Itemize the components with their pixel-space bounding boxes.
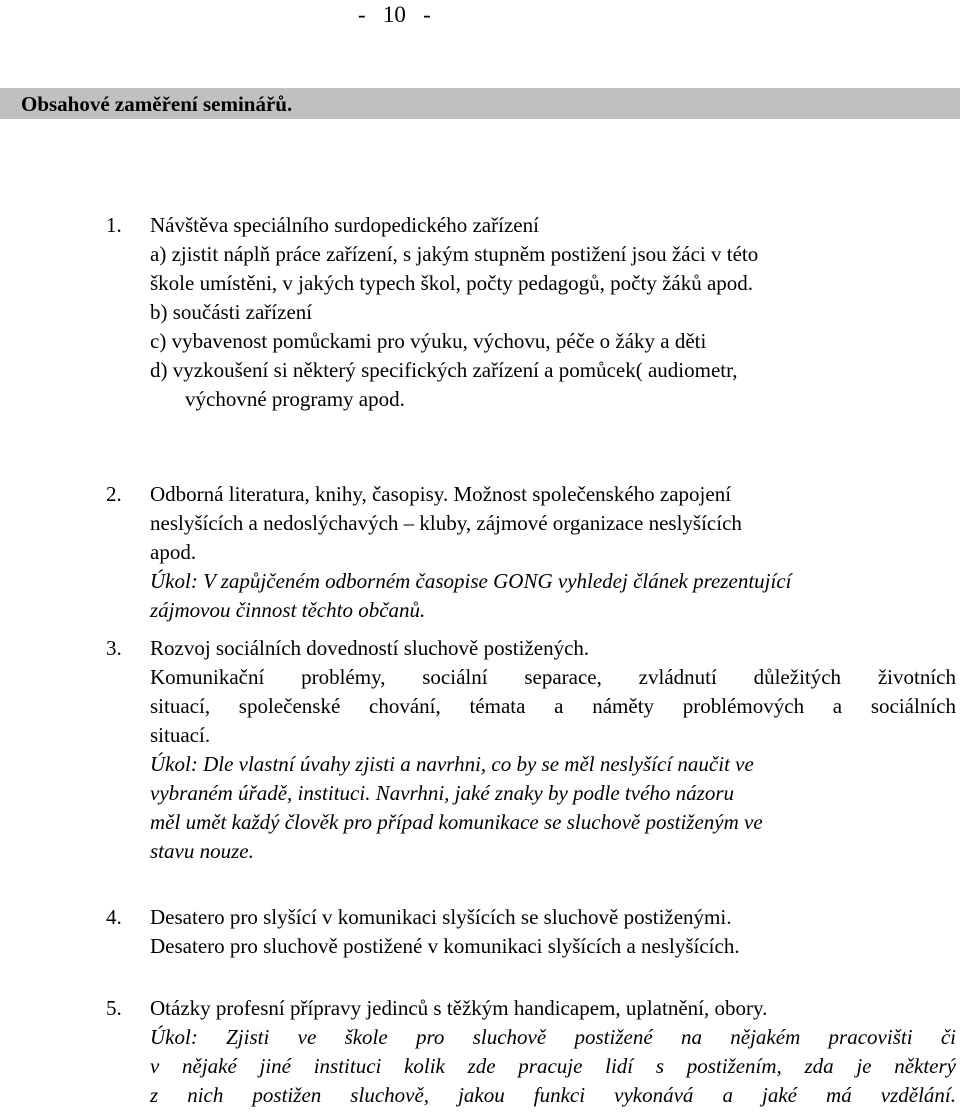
item-4 bbox=[150, 903, 956, 961]
item-3-task-line-3: měl umět každý člověk pro případ komunikace se sluchově postiženým ve bbox=[150, 810, 763, 834]
item-5-task-line-3: z nich postižen sluchově, jakou funkci vykonává a jaké má vzdělání. bbox=[150, 1083, 956, 1107]
page-number: - 10 - bbox=[358, 2, 431, 27]
section-heading-text: Obsahové zaměření seminářů. bbox=[21, 92, 293, 116]
item-5 bbox=[150, 994, 956, 1110]
item-5-task-line-2: v nějaké jiné instituci kolik zde pracuje lidí s postižením, zda je některý bbox=[150, 1054, 956, 1078]
item-1-point-c: c) vybavenost pomůckami pro výuku, výchovu, péče o žáky a děti bbox=[150, 329, 707, 353]
item-2-task-line-1: Úkol: V zapůjčeném odborném časopise GONG vyhledej článek prezentující bbox=[150, 569, 792, 593]
item-3 bbox=[150, 634, 956, 866]
section-heading bbox=[0, 88, 960, 119]
item-3-task-line-1: Úkol: Dle vlastní úvahy zjisti a navrhni, co by se měl neslyšící naučit ve bbox=[150, 752, 754, 776]
item-3-title: Rozvoj sociálních dovedností sluchově postižených. bbox=[150, 636, 590, 660]
item-1-point-a-cont: škole umístěni, v jakých typech škol, počty pedagogů, počty žáků apod. bbox=[150, 271, 754, 295]
item-1-point-a: a) zjistit náplň práce zařízení, s jakým stupněm postižení jsou žáci v této bbox=[150, 242, 759, 266]
item-number-1: 1. bbox=[106, 213, 122, 237]
item-3-line-4: situací. bbox=[150, 723, 211, 747]
item-2 bbox=[150, 480, 890, 625]
item-1-point-b: b) součásti zařízení bbox=[150, 300, 313, 324]
item-number-3: 3. bbox=[106, 636, 122, 660]
item-1-point-d-cont: výchovné programy apod. bbox=[185, 387, 405, 411]
item-3-line-2: Komunikační problémy, sociální separace, zvládnutí důležitých životních bbox=[150, 665, 956, 689]
item-1 bbox=[150, 211, 956, 414]
item-5-task-line-1: Úkol: Zjisti ve škole pro sluchově postižené na nějakém pracovišti či bbox=[150, 1025, 956, 1049]
item-2-line-1: Odborná literatura, knihy, časopisy. Možnost společenského zapojení bbox=[150, 482, 732, 506]
item-3-line-3: situací, společenské chování, témata a náměty problémových a sociálních bbox=[150, 694, 956, 718]
item-3-task-line-2: vybraném úřadě, instituci. Navrhni, jaké znaky by podle tvého názoru bbox=[150, 781, 735, 805]
item-number-4: 4. bbox=[106, 905, 122, 929]
item-2-line-2: neslyšících a nedoslýchavých – kluby, zájmové organizace neslyšících bbox=[150, 511, 742, 535]
item-5-title: Otázky profesní přípravy jedinců s těžkým handicapem, uplatnění, obory. bbox=[150, 996, 768, 1020]
item-1-title: Návštěva speciálního surdopedického zařízení bbox=[150, 213, 539, 237]
item-2-task-line-2: zájmovou činnost těchto občanů. bbox=[150, 598, 426, 622]
item-4-line-2: Desatero pro sluchově postižené v komunikaci slyšících a neslyšících. bbox=[150, 934, 740, 958]
item-2-line-3: apod. bbox=[150, 540, 197, 564]
item-number-2: 2. bbox=[106, 482, 122, 506]
item-4-line-1: Desatero pro slyšící v komunikaci slyšících se sluchově postiženými. bbox=[150, 905, 732, 929]
item-3-task-line-4: stavu nouze. bbox=[150, 839, 254, 863]
item-number-5: 5. bbox=[106, 996, 122, 1020]
item-1-point-d: d) vyzkoušení si některý specifických zařízení a pomůcek( audiometr, bbox=[150, 358, 738, 382]
